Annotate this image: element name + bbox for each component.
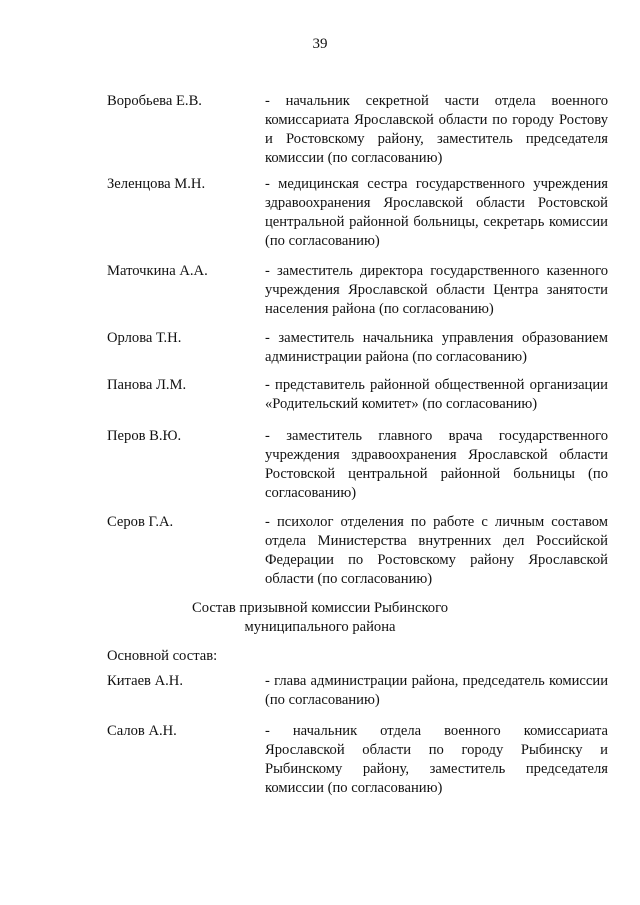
person-role: - медицинская сестра государственного учреждения здравоохранения Ярославской области Ростовской центральной районной больницы, секретарь комиссии (по согласованию) xyxy=(265,176,608,249)
section-title-line2: муниципального района xyxy=(244,619,396,635)
person-name: Перов В.Ю. xyxy=(107,428,182,444)
person-role: - психолог отделения по работе с личным составом отдела Министерства внутренних дел Российской Федерации по Ростовскому району Ярославской области (по согласованию) xyxy=(265,514,608,587)
person-name: Серов Г.А. xyxy=(107,514,174,530)
person-role: - заместитель начальника управления образованием администрации района (по согласованию) xyxy=(265,330,608,365)
person-name: Маточкина А.А. xyxy=(107,263,208,279)
section-title-line1: Состав призывной комиссии Рыбинского xyxy=(191,600,449,616)
person-role: - представитель районной общественной организации «Родительский комитет» (по согласованию) xyxy=(265,377,608,412)
person-name: Китаев А.Н. xyxy=(107,673,183,689)
person-role: - начальник отдела военного комиссариата Ярославской области по городу Рыбинску и Рыбинскому району, заместитель председателя комиссии (по согласованию) xyxy=(265,723,608,796)
person-role: - начальник секретной части отдела военного комиссариата Ярославской области по городу Ростову и Ростовскому району, заместитель председателя комиссии (по согласованию) xyxy=(265,93,608,166)
person-name: Орлова Т.Н. xyxy=(107,330,182,346)
subsection-heading: Основной состав: xyxy=(107,648,218,664)
person-name: Воробьева Е.В. xyxy=(107,93,202,109)
person-role: - заместитель главного врача государственного учреждения здравоохранения Ярославской области Ростовской центральной районной больницы (по согласованию) xyxy=(265,428,608,501)
person-name: Салов А.Н. xyxy=(107,723,177,739)
person-name: Зеленцова М.Н. xyxy=(107,176,206,192)
person-name: Панова Л.М. xyxy=(107,377,187,393)
page-number: 39 xyxy=(312,36,328,52)
person-role: - заместитель директора государственного казенного учреждения Ярославской области Центра занятости населения района (по согласованию) xyxy=(265,263,608,317)
person-role: - глава администрации района, председатель комиссии (по согласованию) xyxy=(265,673,608,708)
